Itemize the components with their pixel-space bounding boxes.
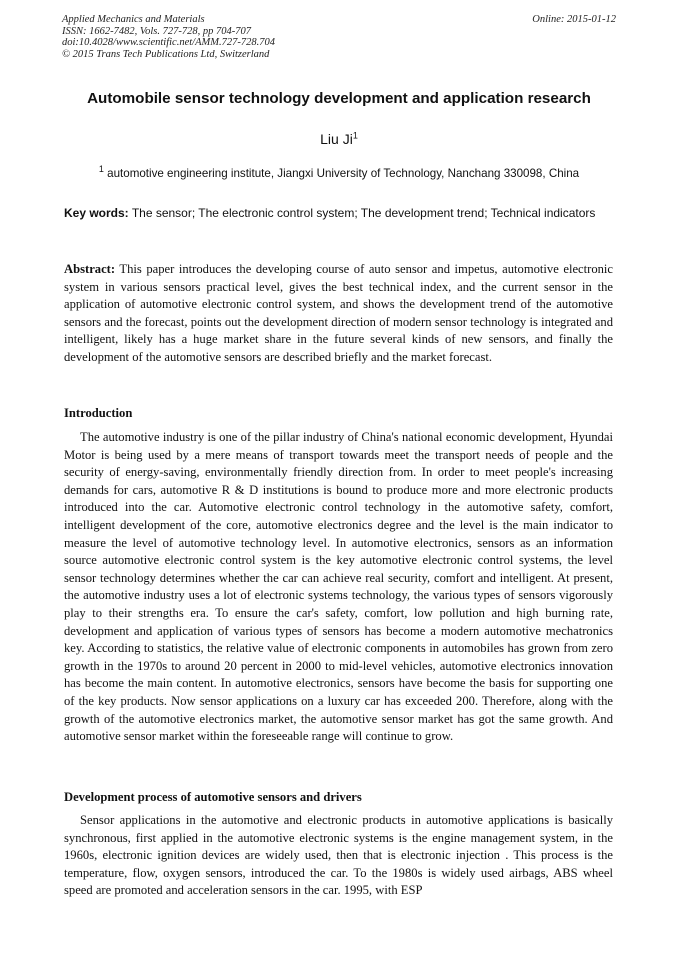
affiliation-line <box>0 164 678 180</box>
abstract <box>64 261 613 367</box>
keywords <box>64 204 613 223</box>
development-paragraph: Sensor applications in the automotive and electronic products in automotive applications is basically synchronous, first applied in the automotive electronic systems is the engine management system, in the 1960s, electronic ignition devices are widely used, then that is electronic injection . This process is the temperature, flow, oxygen sensors, introduced the car. To the 1980s is widely used airbags, ABS wheel speed are promoted and acceleration sensors in the car. 1995, with ESP <box>64 813 613 898</box>
journal-header <box>62 14 616 60</box>
introduction-paragraph: The automotive industry is one of the pillar industry of China's national economic development, Hyundai Motor is being used by a mere means of transport towards meet the transport needs of people and the security of energy-saving, environmentally friendly direction from. In order to meet people's increasing demands for cars, automotive R & D institutions is bound to produce more and more electronic products introduced into the car. Automotive electronic control technology in the automotive safety, comfort, intelligent development of the core, automotive electronics degree and the level is the main indicator to measure the level of automotive technology level. In automotive electronics, sensors as an information source automotive electronic control system is the key automotive electronic control systems, the level sensor technology determines whether the car can achieve real security, comfort and intelligent. At present, the automotive industry uses a lot of electronic systems technology, the various types of sensors vigorously play to their strengths era. To ensure the car's safety, comfort, low pollution and high burning rate, development and application of various types of sensors has become a modern automotive mechatronics key. According to statistics, the relative value of electronic components in automobiles has grown from zero growth in the 1970s to around 20 percent in 2000 to mid-level vehicles, automotive electronics innovation has become the main content. In automotive electronics, sensors have become the basis for supporting one of the key products. Now sensor applications on a luxury car has exceeded 200. Therefore, along with the growth of the automotive electronics market, the automotive sensor market has got the same growth. And automotive sensor market within the foreseeable range will continue to grow. <box>64 430 613 744</box>
abstract-text: This paper introduces the developing course of auto sensor and impetus, automotive electronic system in various sensors practical level, gives the best technical index, and the current sensor in the application of automotive electronic control system, and shows the development trend of the automotive sensors and the forecast, points out the development direction of modern sensor technology is integrated and intelligent, likely has a huge market share in the future several kinds of new sensors, and finally the development of the automotive sensors are described briefly and the market forecast. <box>64 262 613 364</box>
author-name: Liu Ji <box>320 131 353 147</box>
author-line <box>0 131 678 147</box>
paper-title: Automobile sensor technology development and application research <box>87 90 591 107</box>
keywords-text: The sensor; The electronic control system; The development trend; Technical indicators <box>131 206 596 220</box>
section-heading-development: Development process of automotive sensors and drivers <box>64 790 362 804</box>
journal-name: Applied Mechanics and Materials <box>62 14 205 25</box>
journal-issn: ISSN: 1662-7482, Vols. 727-728, pp 704-707 <box>62 25 251 37</box>
online-date: Online: 2015-01-12 <box>532 14 616 25</box>
journal-copyright: © 2015 Trans Tech Publications Ltd, Switzerland <box>62 48 270 60</box>
affiliation-text: automotive engineering institute, Jiangxi University of Technology, Nanchang 330098, China <box>107 167 580 180</box>
author-superscript: 1 <box>352 130 358 141</box>
keywords-label: Key words: <box>64 206 129 220</box>
section-heading-introduction: Introduction <box>64 406 133 420</box>
affiliation-superscript: 1 <box>98 164 104 175</box>
journal-doi: doi:10.4028/www.scientific.net/AMM.727-728.704 <box>62 37 275 48</box>
abstract-label: Abstract: <box>64 262 116 276</box>
